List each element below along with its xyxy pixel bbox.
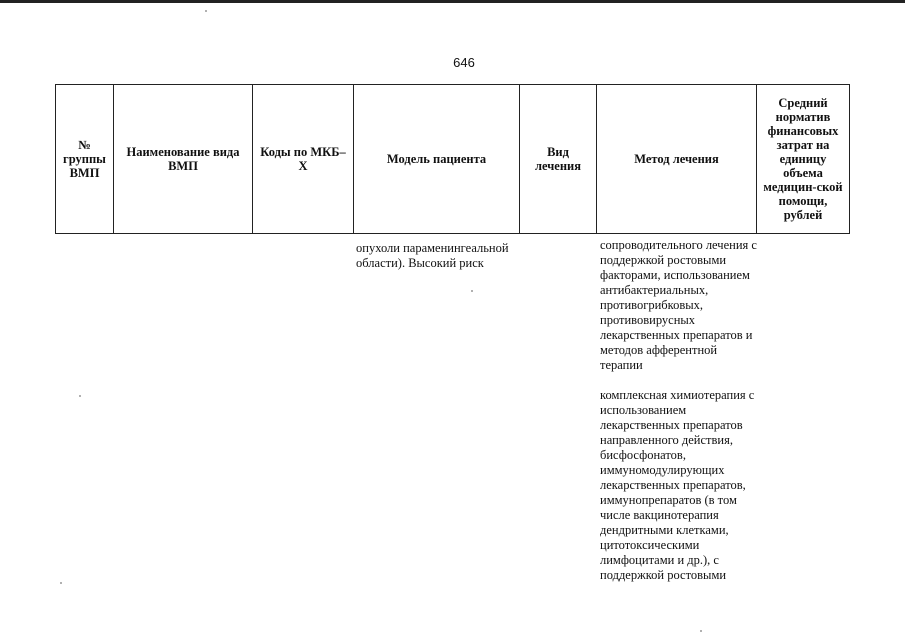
- header-patient-model: Модель пациента: [354, 85, 520, 234]
- treatment-method-column: [600, 238, 760, 598]
- table-header: [55, 84, 850, 234]
- header-treatment-type: Вид лечения: [520, 85, 597, 234]
- header-treatment-method: Метод лечения: [597, 85, 757, 234]
- patient-model-text: опухоли параменингеальной области). Высокий риск: [356, 241, 509, 270]
- scan-speck: [700, 630, 702, 632]
- scan-speck: [60, 582, 62, 584]
- scan-speck: [471, 290, 473, 292]
- header-icd10-codes: Коды по МКБ–Х: [253, 85, 354, 234]
- header-vmp-type-name: Наименование вида ВМП: [114, 85, 253, 234]
- scan-speck: [79, 395, 81, 397]
- top-scan-border: [0, 0, 905, 3]
- method-block-1: сопроводительного лечения с поддержкой ростовыми факторами, использованием антибактериальных, противогрибковых, противовирусных лекарственных препаратов и методов афферентной терапии: [600, 238, 757, 372]
- header-average-cost: Средний норматив финансовых затрат на единицу объема медицин-ской помощи, рублей: [757, 85, 850, 234]
- page-number: 646: [453, 55, 475, 70]
- method-block-2: комплексная химиотерапия с использованием лекарственных препаратов направленного действия, бисфосфонатов, иммуномодулирующих лекарственных препаратов, иммунопрепаратов (в том числе вакцинотерапия дендритными клетками, цитотоксическими лимфоцитами и др.), с поддержкой ростовыми: [600, 388, 755, 582]
- header-group-number: № группы ВМП: [56, 85, 114, 234]
- scan-speck: [205, 10, 207, 12]
